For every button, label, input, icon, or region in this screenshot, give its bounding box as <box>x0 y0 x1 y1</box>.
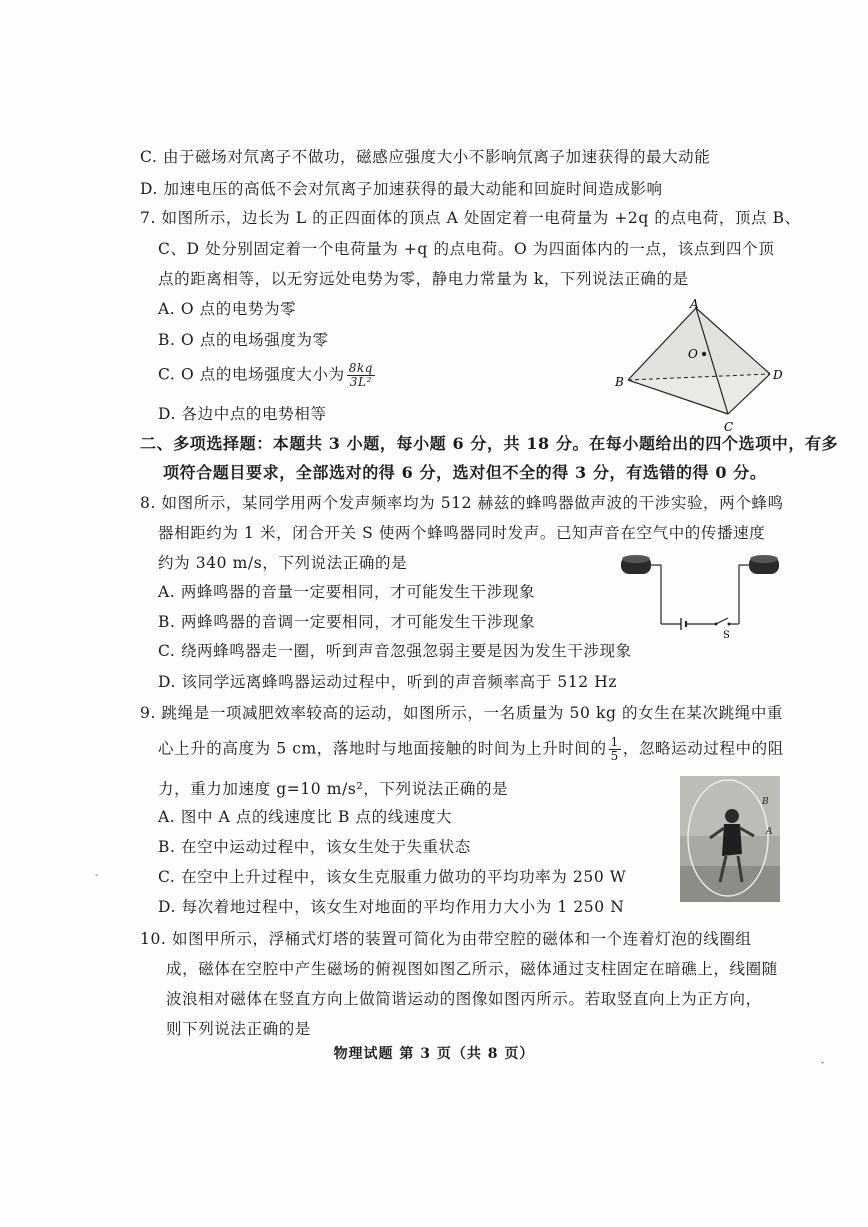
vertex-d-label: D <box>773 368 783 382</box>
margin-mark: ˇ <box>820 1062 825 1073</box>
option-6c: C. 由于磁场对氘离子不做功，磁感应强度大小不影响氘离子加速获得的最大动能 <box>140 148 711 166</box>
page-footer: 物理试题 第 3 页（共 8 页） <box>333 1046 535 1062</box>
tetrahedron-figure <box>600 296 790 436</box>
option-8c: C. 绕两蜂鸣器走一圈，听到声音忽强忽弱主要是因为发生干涉现象 <box>158 642 632 660</box>
fraction-numerator: 1 <box>610 735 619 749</box>
vertex-a-label: A <box>690 297 699 311</box>
question-8-stem-1: 8. 如图所示，某同学用两个发声频率均为 512 赫兹的蜂鸣器做声波的干涉实验，两个蜂鸣 <box>140 494 784 512</box>
photo-point-a-label: A <box>766 827 773 837</box>
fraction-8kq-3L2 <box>347 362 375 389</box>
buzzer-circuit-figure <box>615 550 785 640</box>
option-7b: B. O 点的电场强度为零 <box>158 331 329 349</box>
switch-s-label: S <box>723 630 730 640</box>
option-8d: D. 该同学远离蜂鸣器运动过程中，听到的声音频率高于 512 Hz <box>158 673 618 691</box>
option-9b: B. 在空中运动过程中，该女生处于失重状态 <box>158 838 471 856</box>
option-8a: A. 两蜂鸣器的音量一定要相同，才可能发生干涉现象 <box>158 583 536 601</box>
question-9-stem-2-tail: ，忽略运动过程中的阻 <box>622 739 784 758</box>
fraction-numerator: 8kq <box>348 361 374 375</box>
vertex-c-label: C <box>724 420 734 434</box>
option-6d: D. 加速电压的高低不会对氘离子加速获得的最大动能和回旋时间造成影响 <box>140 180 663 198</box>
question-9-stem-2-text: 心上升的高度为 5 cm，落地时与地面接触的时间为上升时间的 <box>158 739 607 758</box>
question-7-stem-3: 点的距离相等，以无穷远处电势为零，静电力常量为 k，下列说法正确的是 <box>158 270 689 288</box>
fraction-1-5 <box>609 736 621 763</box>
section-2-heading-2: 项符合题目要求，全部选对的得 6 分，选对但不全的得 3 分，有选错的得 0 分。 <box>163 463 767 482</box>
fraction-denominator: 3L² <box>349 375 372 389</box>
switch-icon <box>716 618 728 624</box>
point-o-label: O <box>688 347 698 361</box>
section-2-heading-1: 二、多项选择题：本题共 3 小题，每小题 6 分，共 18 分。在每小题给出的四个选项中，有多 <box>140 434 839 453</box>
option-7d: D. 各边中点的电势相等 <box>158 405 327 423</box>
question-10-stem-3: 波浪相对磁体在竖直方向上做简谐运动的图像如图丙所示。若取竖直向上为正方向， <box>166 990 762 1008</box>
question-9-stem-3: 力，重力加速度 g=10 m/s²，下列说法正确的是 <box>158 780 509 798</box>
jump-rope-photo <box>680 776 780 902</box>
option-9c: C. 在空中上升过程中，该女生克服重力做功的平均功率为 250 W <box>158 868 627 886</box>
point-o-dot <box>702 352 706 356</box>
girl-body-icon <box>722 824 742 856</box>
option-7c-text: C. O 点的电场强度大小为 <box>158 365 345 384</box>
question-9-stem-1: 9. 跳绳是一项减肥效率较高的运动，如图所示，一名质量为 50 kg 的女生在某次跳绳中重 <box>140 704 784 722</box>
question-8-stem-2: 器相距约为 1 米，闭合开关 S 使两个蜂鸣器同时发声。已知声音在空气中的传播速度 <box>158 524 766 542</box>
option-7a: A. O 点的电势为零 <box>158 300 297 318</box>
option-9d: D. 每次着地过程中，该女生对地面的平均作用力大小为 1 250 N <box>158 898 625 916</box>
question-10-stem-2: 成，磁体在空腔中产生磁场的俯视图如图乙所示，磁体通过支柱固定在暗礁上，线圈随 <box>166 960 778 978</box>
question-10-stem-1: 10. 如图甲所示，浮桶式灯塔的装置可简化为由带空腔的磁体和一个连着灯泡的线圈组 <box>140 930 752 948</box>
question-9-stem-2 <box>158 736 784 763</box>
question-7-stem-1: 7. 如图所示，边长为 L 的正四面体的顶点 A 处固定着一电荷量为 +2q 的点电荷，顶点 B、 <box>140 209 801 227</box>
question-10-stem-4: 则下列说法正确的是 <box>166 1020 311 1038</box>
question-8-stem-3: 约为 340 m/s，下列说法正确的是 <box>158 554 408 572</box>
fraction-denominator: 5 <box>610 749 619 763</box>
option-8b: B. 两蜂鸣器的音调一定要相同，才可能发生干涉现象 <box>158 613 536 631</box>
question-7-stem-2: C、D 处分别固定着一个电荷量为 +q 的点电荷。O 为四面体内的一点，该点到四个顶 <box>158 240 775 258</box>
option-7c <box>158 362 377 389</box>
option-9a: A. 图中 A 点的线速度比 B 点的线速度大 <box>158 808 453 826</box>
margin-dash: - <box>95 870 99 881</box>
girl-head-icon <box>725 809 739 823</box>
vertex-b-label: B <box>615 375 624 389</box>
photo-point-b-label: B <box>762 797 769 807</box>
